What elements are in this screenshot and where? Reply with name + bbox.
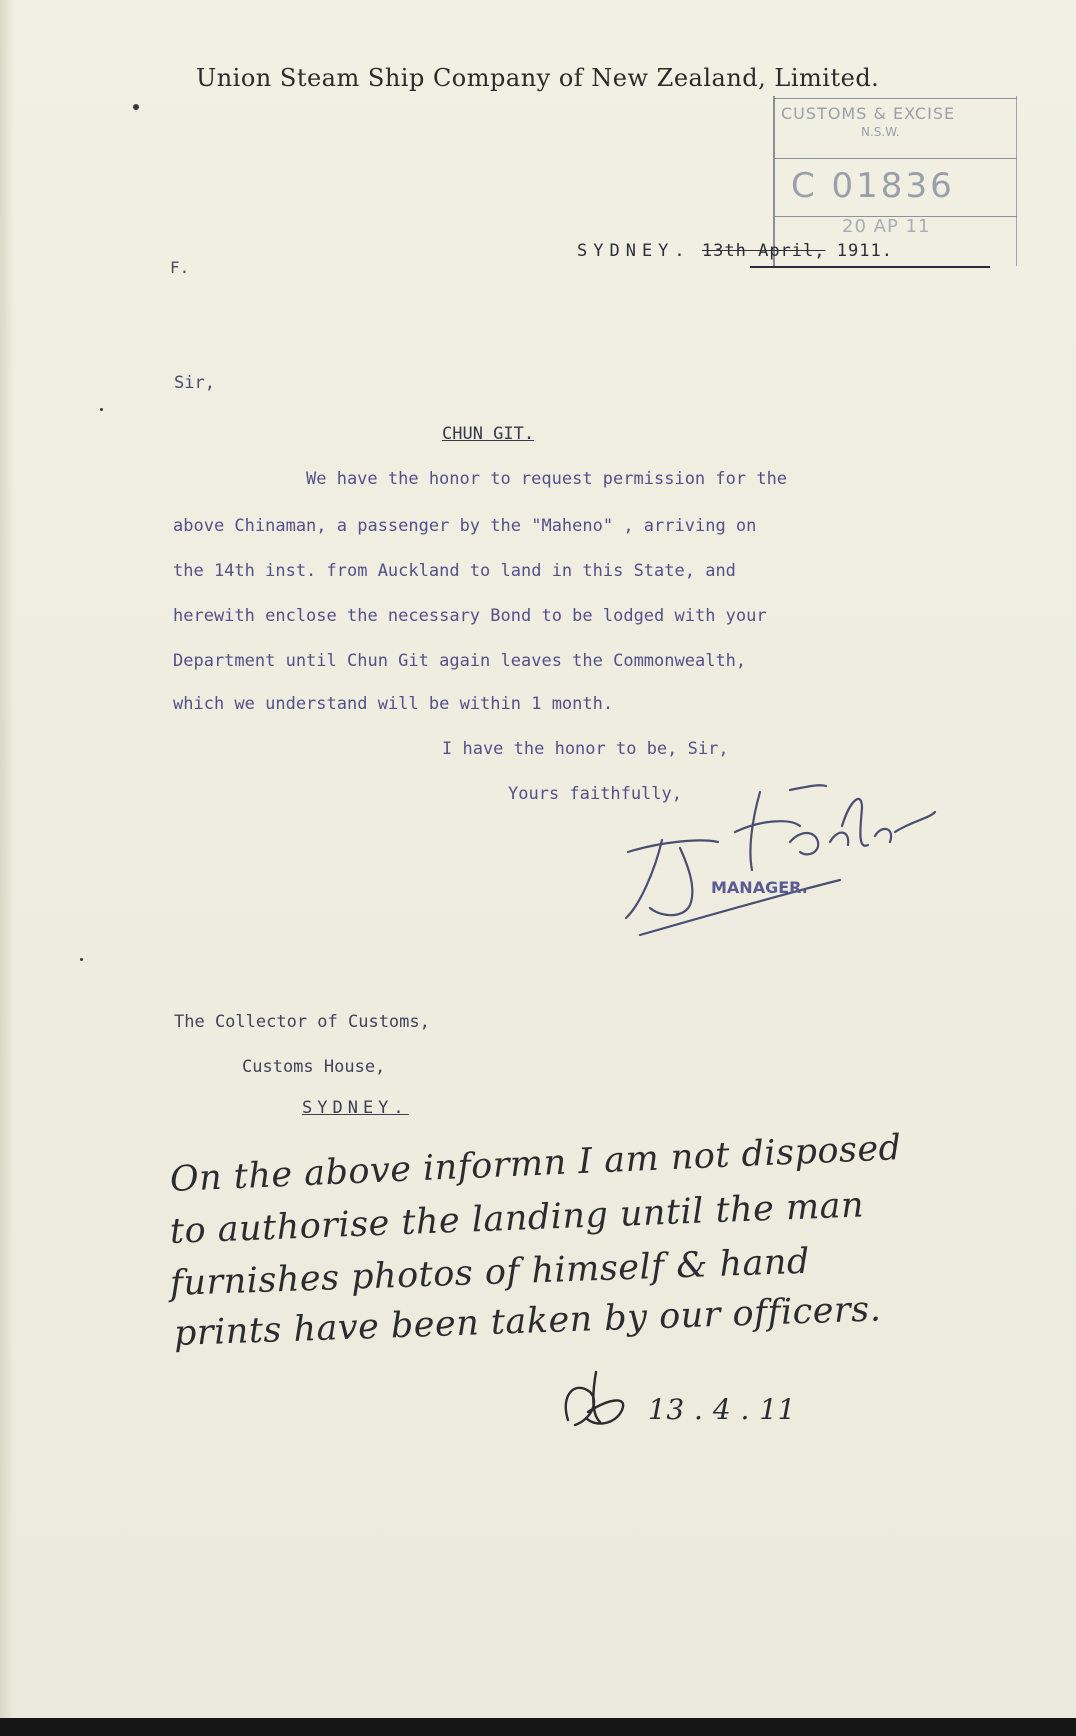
annotation-line-3: furnishes photos of himself & hand: [169, 1241, 811, 1304]
address-line-2: Customs House,: [242, 1057, 386, 1077]
signature-title: MANAGER.: [711, 878, 808, 897]
address-line-3: SYDNEY.: [302, 1098, 409, 1118]
dateline-city: SYDNEY.: [577, 241, 691, 261]
ink-speck: [100, 408, 103, 411]
reference-code: F.: [170, 258, 190, 277]
salutation: Sir,: [174, 373, 215, 393]
body-line-3: the 14th inst. from Auckland to land in this State, and: [173, 561, 736, 581]
ink-speck: [80, 958, 83, 961]
body-line-4: herewith enclose the necessary Bond to be lodged with your: [173, 606, 767, 626]
annotation-line-2: to authorise the landing until the man: [169, 1185, 865, 1252]
subject-line: CHUN GIT.: [442, 424, 535, 444]
body-line-2: above Chinaman, a passenger by the "Maheno" , arriving on: [173, 516, 757, 536]
dateline-date: 13th April,: [701, 241, 826, 261]
stamp-state: N.S.W.: [861, 125, 900, 139]
annotation-line-1: On the above informn I am not disposed: [169, 1128, 903, 1200]
closing-line-2: Yours faithfully,: [508, 784, 682, 804]
annotation-line-4: prints have been taken by our officers.: [173, 1289, 882, 1354]
body-line-1: We have the honor to request permission for the: [306, 469, 788, 489]
ink-speck: [133, 104, 139, 110]
body-line-6: which we understand will be within 1 month.: [173, 694, 614, 714]
stamp-heading: CUSTOMS & EXCISE: [781, 104, 956, 123]
body-line-5: Department until Chun Git again leaves the Commonwealth,: [173, 651, 747, 671]
received-date-stamp: 20 AP 11: [842, 216, 931, 237]
annotation-date: 13 . 4 . 11: [648, 1393, 796, 1426]
stamp-number: C 01836: [791, 166, 955, 206]
closing-line-1: I have the honor to be, Sir,: [442, 739, 729, 759]
dateline-year: 1911.: [836, 241, 893, 261]
address-line-1: The Collector of Customs,: [174, 1012, 430, 1032]
letterhead: Union Steam Ship Company of New Zealand, Limited.: [196, 64, 880, 92]
scan-border: [0, 1718, 1076, 1736]
